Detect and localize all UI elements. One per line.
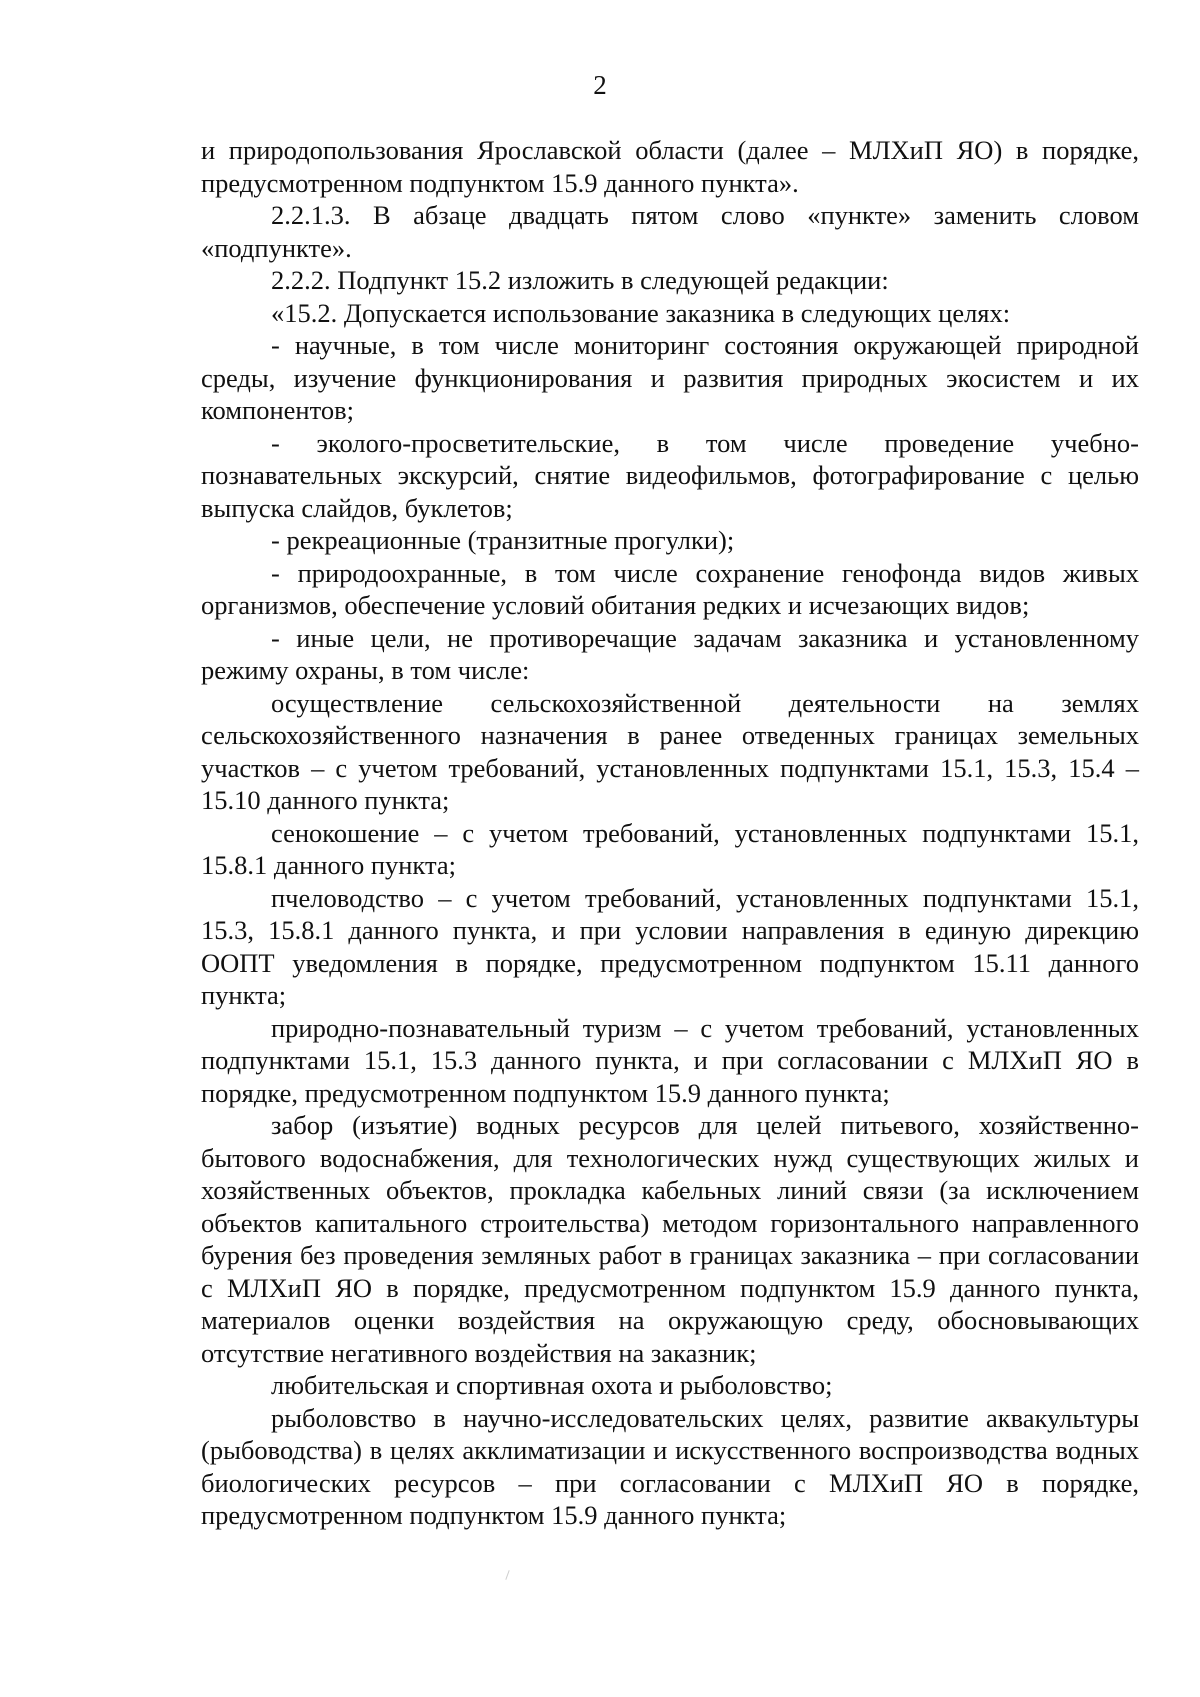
list-item-conservation: - природоохранные, в том числе сохранение генофонда видов живых организмов, обеспечение условий обитания редких и исчезающих видов; (201, 557, 1139, 620)
paragraph-haymaking: сенокошение – с учетом требований, установленных подпунктами 15.1, 15.8.1 данного пункта; (201, 817, 1139, 880)
paragraph-2-2-1-3: 2.2.1.3. В абзаце двадцать пятом слово «пункте» заменить словом «подпункте». (201, 200, 1139, 263)
paragraph-water-intake: забор (изъятие) водных ресурсов для целей питьевого, хозяйственно-бытового водоснабжения, для технологических нужд существующих жилых и хозяйственных объектов, прокладка кабельных линий связи (за исключением объектов капитального строительства) методом горизонтального направленного бурения без проведения земляных работ в границах заказника – при согласовании с МЛХиП ЯО в порядке, предусмотренном подпунктом 15.9 данного пункта, материалов оценки воздействия на окружающую среду, обосновывающих отсутствие негативного воздействия на заказник; (201, 1110, 1139, 1368)
scan-mark (505, 1570, 509, 1580)
paragraph-15-2-intro: «15.2. Допускается использование заказника в следующих целях: (271, 297, 1011, 328)
paragraph-continuation: и природопользования Ярославской области (далее – МЛХиП ЯО) в порядке, предусмотренном подпунктом 15.9 данного пункта». (201, 135, 1139, 198)
list-item-scientific: - научные, в том числе мониторинг состояния окружающей природной среды, изучение функционирования и развития природных экосистем и их компонентов; (201, 330, 1139, 425)
list-item-recreational: - рекреационные (транзитные прогулки); (271, 525, 735, 555)
paragraph-beekeeping: пчеловодство – с учетом требований, установленных подпунктами 15.1, 15.3, 15.8.1 данного пункта, и при условии направления в единую дирекцию ООПТ уведомления в порядке, предусмотренном подпунктом 15.11 данного пункта; (201, 882, 1139, 1010)
paragraph-agriculture: осуществление сельскохозяйственной деятельности на землях сельскохозяйственного назначения в ранее отведенных границах земельных участков – с учетом требований, установленных подпунктами 15.1, 15.3, 15.4 – 15.10 данного пункта; (201, 687, 1139, 815)
list-item-educational: - эколого-просветительские, в том числе проведение учебно-познавательных экскурсий, снятие видеофильмов, фотографирование с целью выпуска слайдов, буклетов; (201, 427, 1139, 523)
paragraph-2-2-2: 2.2.2. Подпункт 15.2 изложить в следующей редакции: (271, 265, 889, 295)
paragraph-tourism: природно-познавательный туризм – с учетом требований, установленных подпунктами 15.1, 15.3 данного пункта, и при согласовании с МЛХиП ЯО в порядке, предусмотренном подпунктом 15.9 данного пункта; (201, 1012, 1139, 1108)
list-item-other: - иные цели, не противоречащие задачам заказника и установленному режиму охраны, в том числе: (201, 622, 1139, 685)
page-number: 2 (593, 70, 607, 100)
paragraph-fishing-research: рыболовство в научно-исследовательских целях, развитие аквакультуры (рыбоводства) в целях акклиматизации и искусственного воспроизводства водных биологических ресурсов – при согласовании с МЛХиП ЯО в порядке, предусмотренном подпунктом 15.9 данного пункта; (201, 1402, 1139, 1530)
document-body (201, 134, 1139, 1532)
paragraph-hunting: любительская и спортивная охота и рыболовство; (271, 1370, 833, 1400)
